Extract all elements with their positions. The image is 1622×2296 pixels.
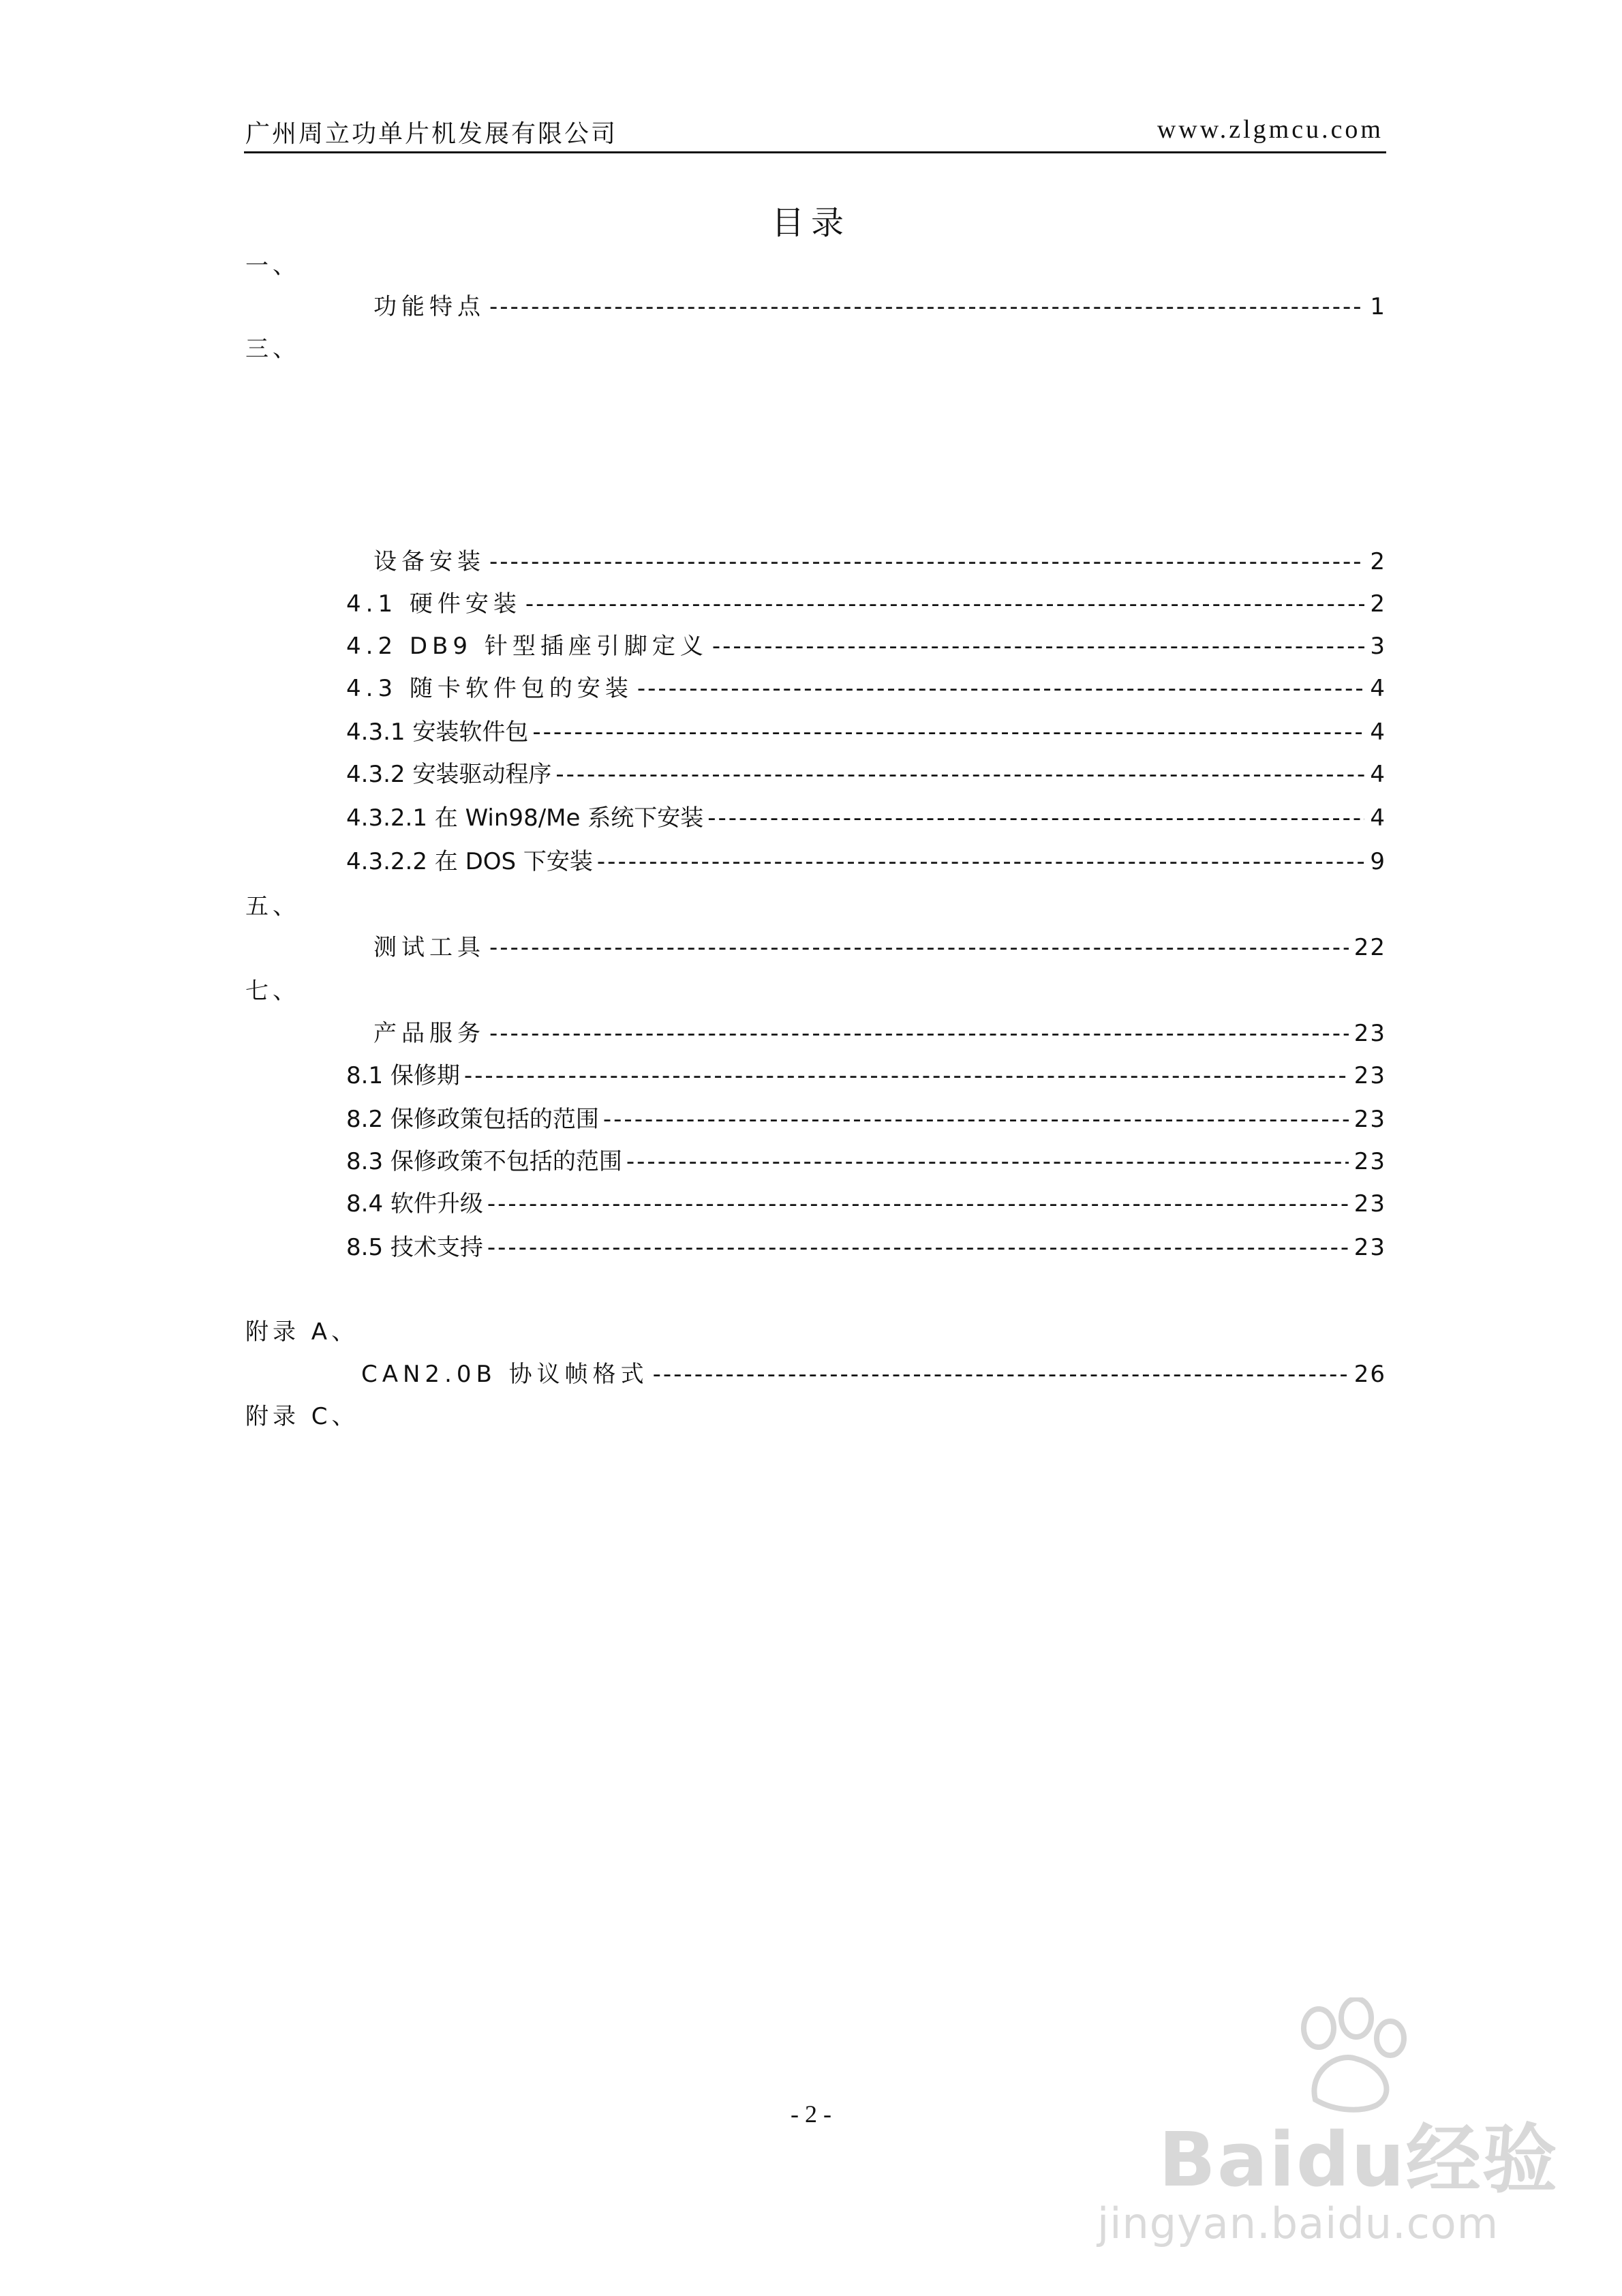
toc-leader [637,674,1364,704]
toc-entry-label: 8.3 保修政策不包括的范围 [346,1148,622,1175]
header-company: 广州周立功单片机发展有限公司 [245,120,618,148]
toc-entry[interactable] [373,547,1386,577]
chapter-label-appendix-a: 附录 A、 [245,1318,359,1346]
toc-entry-label: 4.3.2 安装驱动程序 [346,761,552,788]
toc-entry-label: 8.4 软件升级 [346,1190,483,1218]
toc-leader [489,292,1364,322]
toc-entry-page: 9 [1370,848,1386,875]
toc-entry[interactable] [346,759,1386,789]
toc-entry[interactable] [346,803,1386,833]
toc-entry-page: 4 [1370,719,1386,746]
toc-entry-page: 4 [1370,761,1386,788]
toc-entry-page: 23 [1353,1020,1386,1047]
toc-entry[interactable] [346,1147,1386,1177]
toc-entry[interactable] [361,1359,1386,1389]
chapter-label-appendix-c: 附录 C、 [245,1403,359,1430]
toc-entry-page: 23 [1353,1190,1386,1218]
toc-leader [707,803,1364,833]
toc-leader [487,1189,1349,1219]
toc-entry[interactable] [346,717,1386,747]
paw-icon [1281,1997,1418,2113]
toc-entry-label: 功能特点 [373,293,485,320]
toc-entry-page: 23 [1353,1234,1386,1261]
toc-entry[interactable] [346,1189,1386,1219]
toc-entry-page: 23 [1353,1106,1386,1133]
header-website: www.zlgmcu.com [1157,115,1383,144]
chapter-label-5: 五、 [245,893,300,920]
toc-entry[interactable] [346,1061,1386,1091]
watermark-brand: Baidu经验 [1159,2116,1559,2203]
toc-entry[interactable] [346,589,1386,619]
toc-entry-label: 4.2 DB9 针型插座引脚定义 [346,633,708,660]
toc-leader [597,847,1364,877]
toc-entry-label: 4.3 随卡软件包的安装 [346,675,633,702]
chapter-label-3: 三、 [245,335,300,363]
toc-entry-page: 26 [1353,1361,1386,1388]
toc-leader [489,933,1349,963]
page-number: - 2 - [791,2100,831,2128]
toc-entry-label: 产品服务 [373,1020,485,1047]
toc-entry-page: 2 [1370,590,1386,618]
toc-entry-label: 8.5 技术支持 [346,1234,483,1261]
toc-entry[interactable] [373,1018,1386,1048]
chapter-label-1: 一、 [245,252,300,280]
watermark-url: jingyan.baidu.com [1097,2199,1499,2248]
toc-leader [489,547,1364,577]
toc-entry-label: 4.3.2.2 在 DOS 下安装 [346,848,593,875]
toc-leader [487,1233,1349,1263]
toc-leader [464,1061,1349,1091]
toc-entry[interactable] [346,1233,1386,1263]
toc-leader [626,1147,1349,1177]
toc-leader [603,1104,1349,1134]
toc-entry-page: 4 [1370,804,1386,832]
toc-entry[interactable] [346,674,1386,704]
toc-entry-page: 23 [1353,1062,1386,1089]
toc-leader [532,717,1364,747]
toc-leader [653,1359,1349,1389]
toc-entry-label: CAN2.0B 协议帧格式 [361,1361,649,1388]
chapter-label-7: 七、 [245,978,300,1005]
page-title: 目录 [771,204,851,242]
toc-entry-page: 3 [1370,633,1386,660]
toc-leader [525,589,1364,619]
toc-entry-page: 1 [1370,293,1386,320]
toc-entry-label: 测试工具 [373,934,485,961]
toc-entry-label: 4.3.2.1 在 Win98/Me 系统下安装 [346,804,704,832]
toc-entry-label: 8.1 保修期 [346,1062,460,1089]
toc-entry-page: 2 [1370,548,1386,575]
toc-entry-label: 设备安装 [373,548,485,575]
toc-entry[interactable] [346,847,1386,877]
header-rule [244,151,1386,153]
toc-leader [712,631,1365,661]
toc-entry[interactable] [373,292,1386,322]
toc-entry-page: 23 [1353,1148,1386,1175]
toc-entry-page: 22 [1353,934,1386,961]
toc-entry[interactable] [373,933,1386,963]
toc-entry[interactable] [346,631,1386,661]
toc-entry-label: 4.3.1 安装软件包 [346,719,529,746]
toc-leader [489,1018,1349,1048]
toc-entry[interactable] [346,1104,1386,1134]
toc-entry-page: 4 [1370,675,1386,702]
toc-entry-label: 4.1 硬件安装 [346,590,521,618]
toc-leader [555,759,1364,789]
toc-entry-label: 8.2 保修政策包括的范围 [346,1106,599,1133]
